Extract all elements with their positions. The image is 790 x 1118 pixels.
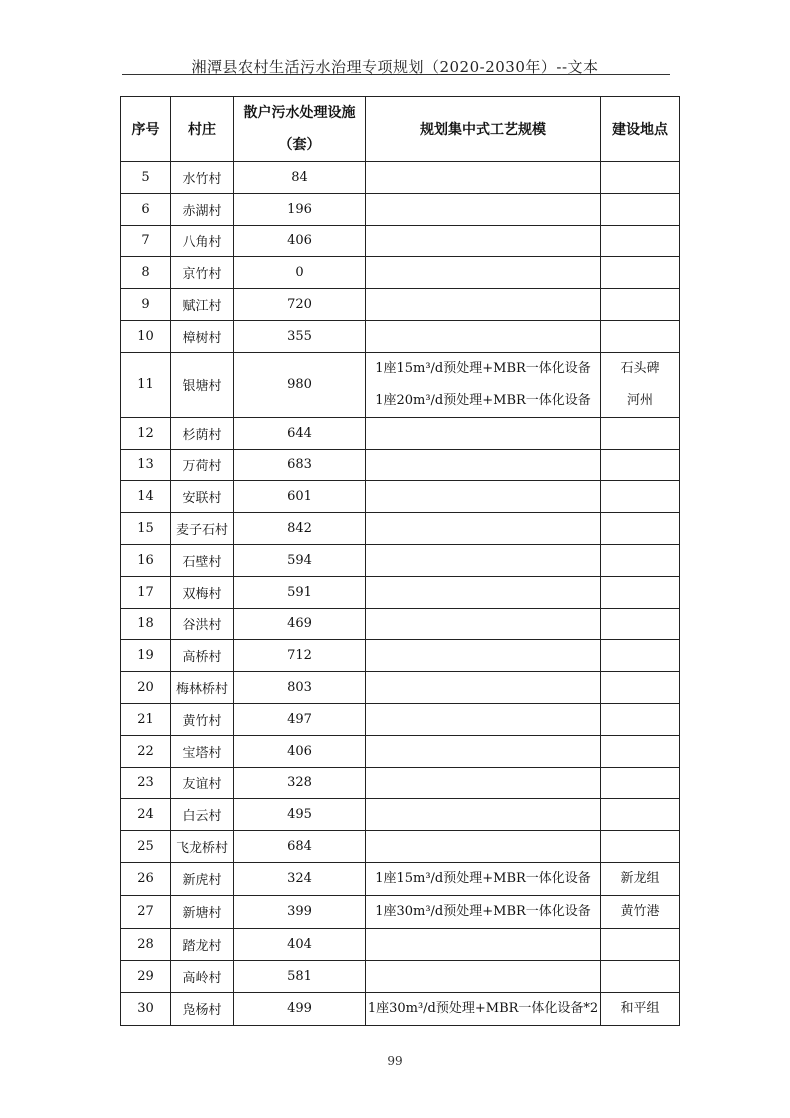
- cell-village: 宝塔村: [171, 735, 234, 767]
- cell-process: [366, 162, 601, 194]
- cell-no: 7: [121, 225, 171, 257]
- cell-process: [366, 513, 601, 545]
- cell-village: 黄竹村: [171, 703, 234, 735]
- cell-no: 21: [121, 703, 171, 735]
- cell-location: [601, 544, 680, 576]
- col-header-scattered-line2: （套）: [278, 137, 321, 153]
- cell-no: 29: [121, 960, 171, 992]
- cell-scattered-count: 355: [234, 320, 366, 352]
- cell-village: 杉荫村: [171, 417, 234, 449]
- location-line: 和平组: [620, 1000, 660, 1016]
- cell-location: [601, 417, 680, 449]
- table-body: [121, 162, 680, 1026]
- cell-location: [601, 862, 680, 895]
- cell-village: 踏龙村: [171, 928, 234, 960]
- cell-village: 飞龙桥村: [171, 831, 234, 863]
- cell-no: 12: [121, 417, 171, 449]
- cell-location: [601, 225, 680, 257]
- cell-no: 17: [121, 576, 171, 608]
- cell-scattered-count: 644: [234, 417, 366, 449]
- cell-location: [601, 928, 680, 960]
- cell-village: 友谊村: [171, 767, 234, 799]
- cell-village: 谷洪村: [171, 608, 234, 640]
- process-line: 1座20m³/d预处理+MBR一体化设备: [375, 392, 591, 408]
- table-row: [121, 513, 680, 545]
- cell-scattered-count: 84: [234, 162, 366, 194]
- table-row: [121, 576, 680, 608]
- cell-village: 安联村: [171, 481, 234, 513]
- cell-village: 赤湖村: [171, 193, 234, 225]
- cell-process: [366, 640, 601, 672]
- cell-village: 麦子石村: [171, 513, 234, 545]
- cell-village: 石壁村: [171, 544, 234, 576]
- cell-location: [601, 672, 680, 704]
- cell-location: [601, 352, 680, 417]
- cell-no: 26: [121, 862, 171, 895]
- cell-process: [366, 193, 601, 225]
- cell-village: 水竹村: [171, 162, 234, 194]
- cell-scattered-count: 404: [234, 928, 366, 960]
- cell-location: [601, 831, 680, 863]
- process-line: 1座30m³/d预处理+MBR一体化设备: [375, 903, 591, 919]
- cell-scattered-count: 499: [234, 992, 366, 1025]
- header-divider: [122, 74, 670, 75]
- cell-no: 22: [121, 735, 171, 767]
- col-header-location: 建设地点: [601, 97, 680, 162]
- cell-location: [601, 767, 680, 799]
- cell-village: 万荷村: [171, 449, 234, 481]
- table-row: [121, 640, 680, 672]
- table-row: [121, 767, 680, 799]
- cell-location: [601, 960, 680, 992]
- cell-no: 30: [121, 992, 171, 1025]
- cell-process: [366, 703, 601, 735]
- cell-process: [366, 928, 601, 960]
- cell-location: [601, 449, 680, 481]
- cell-location: [601, 162, 680, 194]
- col-header-no: 序号: [121, 97, 171, 162]
- table-row: [121, 895, 680, 928]
- table-row: [121, 831, 680, 863]
- cell-no: 28: [121, 928, 171, 960]
- cell-scattered-count: 497: [234, 703, 366, 735]
- cell-no: 5: [121, 162, 171, 194]
- cell-scattered-count: 594: [234, 544, 366, 576]
- table-row: [121, 672, 680, 704]
- cell-scattered-count: 406: [234, 225, 366, 257]
- cell-location: [601, 608, 680, 640]
- table-row: [121, 735, 680, 767]
- cell-no: 25: [121, 831, 171, 863]
- table-row: [121, 703, 680, 735]
- cell-village: 新塘村: [171, 895, 234, 928]
- table-row: [121, 608, 680, 640]
- table-row: [121, 928, 680, 960]
- cell-scattered-count: 196: [234, 193, 366, 225]
- cell-no: 14: [121, 481, 171, 513]
- cell-location: [601, 289, 680, 321]
- cell-no: 18: [121, 608, 171, 640]
- page-number: 99: [387, 1054, 403, 1068]
- cell-no: 20: [121, 672, 171, 704]
- location-line: 黄竹港: [620, 903, 660, 919]
- cell-no: 9: [121, 289, 171, 321]
- cell-scattered-count: 328: [234, 767, 366, 799]
- cell-no: 23: [121, 767, 171, 799]
- cell-location: [601, 895, 680, 928]
- table-row: [121, 544, 680, 576]
- table-row: [121, 320, 680, 352]
- cell-scattered-count: 842: [234, 513, 366, 545]
- col-header-process: 规划集中式工艺规模: [366, 97, 601, 162]
- cell-scattered-count: 591: [234, 576, 366, 608]
- cell-village: 梅林桥村: [171, 672, 234, 704]
- cell-village: 赋江村: [171, 289, 234, 321]
- cell-scattered-count: 495: [234, 799, 366, 831]
- cell-process: [366, 608, 601, 640]
- table-row: [121, 257, 680, 289]
- cell-location: [601, 193, 680, 225]
- cell-scattered-count: 980: [234, 352, 366, 417]
- table-row: [121, 481, 680, 513]
- cell-process: [366, 352, 601, 417]
- page-header-title: 湘潭县农村生活污水治理专项规划（2020-2030年）--文本: [191, 58, 599, 76]
- table-row: [121, 417, 680, 449]
- cell-process: [366, 289, 601, 321]
- cell-process: [366, 225, 601, 257]
- cell-location: [601, 257, 680, 289]
- table-row: [121, 289, 680, 321]
- cell-scattered-count: 712: [234, 640, 366, 672]
- cell-scattered-count: 324: [234, 862, 366, 895]
- cell-scattered-count: 581: [234, 960, 366, 992]
- table-header-row: [121, 97, 680, 162]
- col-header-village: 村庄: [171, 97, 234, 162]
- col-header-scattered: [234, 97, 366, 162]
- cell-scattered-count: 683: [234, 449, 366, 481]
- cell-location: [601, 513, 680, 545]
- cell-no: 19: [121, 640, 171, 672]
- location-line: 石头碑: [620, 360, 660, 376]
- cell-village: 双梅村: [171, 576, 234, 608]
- table-row: [121, 960, 680, 992]
- cell-process: [366, 544, 601, 576]
- location-line: 新龙组: [620, 870, 660, 886]
- cell-process: [366, 481, 601, 513]
- cell-process: [366, 257, 601, 289]
- table-row: [121, 449, 680, 481]
- cell-scattered-count: 0: [234, 257, 366, 289]
- process-line: 1座15m³/d预处理+MBR一体化设备: [375, 360, 591, 376]
- process-line: 1座30m³/d预处理+MBR一体化设备*2: [367, 1000, 599, 1016]
- cell-process: [366, 895, 601, 928]
- cell-process: [366, 672, 601, 704]
- cell-no: 24: [121, 799, 171, 831]
- cell-no: 8: [121, 257, 171, 289]
- cell-location: [601, 703, 680, 735]
- cell-scattered-count: 399: [234, 895, 366, 928]
- cell-scattered-count: 469: [234, 608, 366, 640]
- table-row: [121, 992, 680, 1025]
- cell-process: [366, 449, 601, 481]
- table-row: [121, 799, 680, 831]
- cell-location: [601, 481, 680, 513]
- table-row: [121, 162, 680, 194]
- cell-process: [366, 862, 601, 895]
- cell-no: 27: [121, 895, 171, 928]
- cell-process: [366, 960, 601, 992]
- cell-location: [601, 799, 680, 831]
- col-header-scattered-line1: 散户污水处理设施: [243, 105, 356, 121]
- cell-scattered-count: 406: [234, 735, 366, 767]
- cell-process: [366, 576, 601, 608]
- cell-village: 高岭村: [171, 960, 234, 992]
- table-row: [121, 862, 680, 895]
- cell-location: [601, 735, 680, 767]
- cell-process: [366, 320, 601, 352]
- cell-scattered-count: 684: [234, 831, 366, 863]
- cell-scattered-count: 803: [234, 672, 366, 704]
- cell-no: 13: [121, 449, 171, 481]
- cell-process: [366, 992, 601, 1025]
- cell-process: [366, 799, 601, 831]
- cell-village: 高桥村: [171, 640, 234, 672]
- cell-scattered-count: 601: [234, 481, 366, 513]
- table-row: [121, 193, 680, 225]
- cell-no: 16: [121, 544, 171, 576]
- cell-village: 凫杨村: [171, 992, 234, 1025]
- cell-process: [366, 767, 601, 799]
- cell-village: 银塘村: [171, 352, 234, 417]
- cell-location: [601, 320, 680, 352]
- cell-village: 京竹村: [171, 257, 234, 289]
- cell-process: [366, 735, 601, 767]
- cell-location: [601, 576, 680, 608]
- cell-scattered-count: 720: [234, 289, 366, 321]
- cell-process: [366, 831, 601, 863]
- cell-village: 樟树村: [171, 320, 234, 352]
- cell-no: 10: [121, 320, 171, 352]
- sewage-plan-table: [120, 96, 680, 1026]
- cell-no: 11: [121, 352, 171, 417]
- table-row: [121, 352, 680, 417]
- cell-village: 白云村: [171, 799, 234, 831]
- cell-no: 6: [121, 193, 171, 225]
- cell-location: [601, 992, 680, 1025]
- cell-location: [601, 640, 680, 672]
- cell-village: 八角村: [171, 225, 234, 257]
- cell-village: 新虎村: [171, 862, 234, 895]
- location-line: 河州: [626, 392, 653, 408]
- table-row: [121, 225, 680, 257]
- cell-process: [366, 417, 601, 449]
- cell-no: 15: [121, 513, 171, 545]
- process-line: 1座15m³/d预处理+MBR一体化设备: [375, 870, 591, 886]
